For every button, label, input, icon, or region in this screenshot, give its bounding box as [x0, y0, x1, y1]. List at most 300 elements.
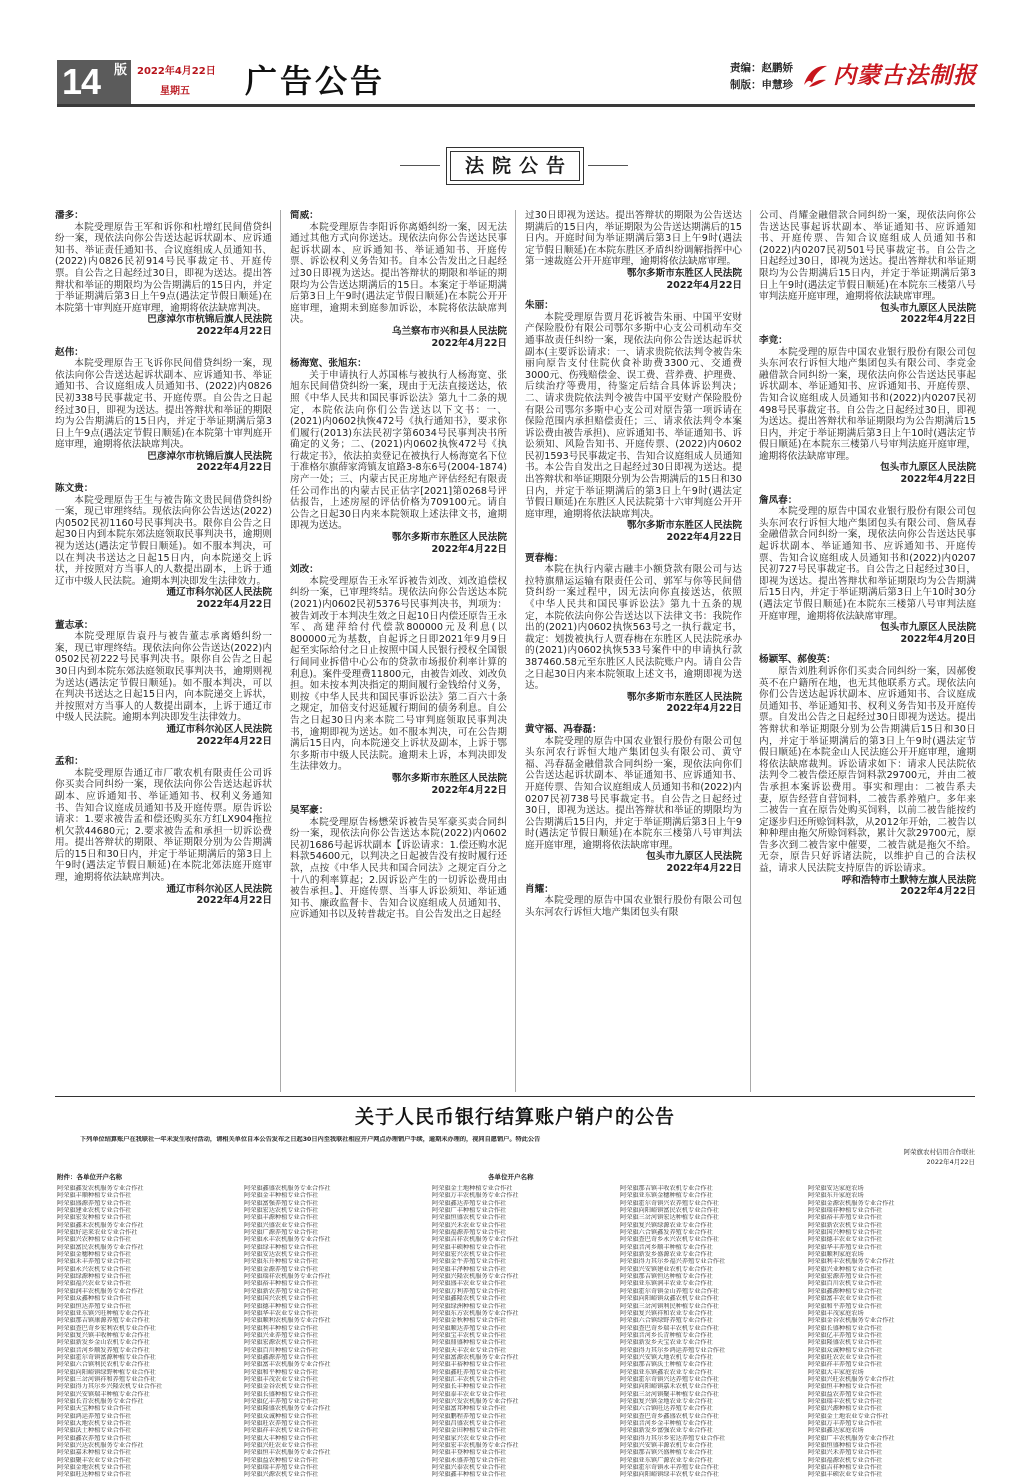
account-name: 阿荣旗国兴农机专业合作社 [244, 1295, 319, 1303]
account-name: 阿荣旗鑫盛农机服务专业合作社 [244, 1185, 331, 1192]
account-name: 阿荣旗查巴奇乡鑫盛农机专业合作社 [620, 1412, 719, 1420]
notice-addressee: 孟和： [55, 756, 84, 768]
issue-date: 2022年4月22日 [137, 66, 216, 77]
account-name: 阿荣旗亚东镇广源农业专业合作社 [620, 1456, 713, 1464]
editor-credit: 责编：赵鹏娇 [730, 62, 793, 74]
account-name: 阿荣旗富丰农机服务专业合作社 [244, 1361, 331, 1369]
account-name: 阿荣旗百川种植专业合作社 [244, 1346, 319, 1354]
attachment-label: 附件：各单位开户名称 [57, 1173, 122, 1181]
page-number: 14 [62, 61, 101, 102]
account-name: 阿荣旗兴业养殖专业合作社 [244, 1331, 319, 1339]
account-name: 阿荣旗盛丰农业专业合作社 [432, 1280, 507, 1288]
account-name: 阿荣旗霍尔奇镇永丰养殖专业合作社 [620, 1464, 719, 1472]
section-title: 广告公告 [245, 62, 386, 100]
account-name: 阿荣旗众诚种植专业合作社 [808, 1346, 883, 1354]
account-name: 阿荣旗查巴奇乡瑞丰农机专业合作社 [620, 1324, 719, 1332]
account-name: 阿荣旗广源养殖专业合作社 [244, 1229, 319, 1237]
account-name: 阿荣旗大丰种植专业合作社 [244, 1434, 319, 1442]
account-name: 阿荣旗音河乡长青种植专业合作社 [620, 1331, 713, 1339]
account-name: 阿荣旗三岔河镇聚丰种植专业合作社 [620, 1390, 719, 1398]
account-name: 阿荣旗兴安镇大地农机专业合作社 [620, 1353, 713, 1361]
account-name: 阿荣旗兴源种植专业合作社 [808, 1405, 883, 1413]
account-name: 阿荣旗丰硕农业专业合作社 [808, 1471, 883, 1479]
account-name: 阿荣旗汇丰农机专业合作社 [432, 1375, 507, 1383]
account-name: 阿荣旗那吉镇兴盛种植专业合作社 [620, 1449, 713, 1457]
account-name: 阿荣旗福源养殖专业合作社 [432, 1229, 507, 1237]
account-name: 阿荣旗兴源农机专业合作社 [244, 1471, 319, 1479]
court-notice [525, 553, 742, 715]
notice-court: 鄂尔多斯市东胜区人民法院 [391, 532, 507, 544]
account-name: 阿荣旗向阳峪镇嘉禾农机专业合作社 [620, 1383, 719, 1391]
bank-notice-date: 2022年4月22日 [926, 1158, 975, 1166]
account-name: 阿荣旗大丰家庭农场 [808, 1368, 864, 1376]
account-name: 阿荣旗六合镇鑫发养殖专业合作社 [620, 1229, 713, 1237]
notice-court: 通辽市科尔沁区人民法院 [166, 587, 272, 599]
account-name: 阿荣旗金穗种植专业合作社 [57, 1251, 132, 1259]
notice-date: 2022年4月22日 [900, 474, 976, 486]
account-name: 阿荣旗兴安镇瑞丰种植专业合作社 [57, 1390, 150, 1398]
account-name: 阿荣旗新发乡金山农机专业合作社 [57, 1339, 150, 1347]
account-name: 阿荣旗安达家庭农场 [808, 1185, 864, 1192]
notice-column-2 [290, 210, 507, 1092]
account-name: 阿荣旗兴旺农业专业合作社 [244, 1442, 319, 1450]
notice-body: 本院在执行内蒙古融丰小额贷款有限公司与达拉特旗鼎运运输有限责任公司、郭军与你等民间借贷纠纷一案过程中，因无法向你直接送达，依照《中华人民共和国民事诉讼法》第九十五条的规定，本院依法向你公告送达以下法律文书：我院作出的(2021)内0602执恢563号之一执行裁定书，裁定：划拨被执行人贾春梅在东胜区人民法院承办的(2021)内0602执恢533号案件中的申请执行款387460.58元至东胜区人民法院账户内。请自公告之日起30日内来本院领取上述文书，逾期即视为送达。 [525, 564, 742, 692]
notice-court: 乌兰察布市兴和县人民法院 [391, 325, 507, 337]
account-name: 阿荣旗恒盛种植专业合作社 [808, 1442, 883, 1450]
notice-body: 本院受理的原告中国农业银行股份有限公司包头东河农行诉恒大地产集团包头有限公司、黄守福、冯春磊金融借款合同纠纷一案，现依法向你们公告送达起诉状副本、举证通知书、应诉通知书、开庭传票、告知合议庭组成人员通知书和(2022)内0207民初738号民事裁定书。自公告之日起经过30日，即视为送达。提出答辩状和举证的期限均为公告期满后15日内，并定于举证期满后第3日上午9时(遇法定节假日顺延)在本院东三楼第八号审判法庭开庭审理，逾期将依法缺席审理。 [525, 735, 742, 851]
account-name: 阿荣旗查巴奇乡宏利农机专业合作社 [57, 1324, 156, 1332]
notice-addressee: 董志承： [55, 619, 94, 631]
account-name: 阿荣旗兴禾农业专业合作社 [432, 1221, 507, 1229]
notice-body: 本院受理原告王军和诉你和杜增红民间借贷纠纷一案，现依法向你公告送达起诉状副本、应诉通知书、举证责任通知书、合议庭组成人员通知书、(2022)内0826民初914号民事裁定书、开庭传票。自公告之日起经过30日，即视为送达。提出答辩状和举证的期限均为公告期满后的15日内，并定于举证期满后第3日上午9点(遇法定节假日顺延)在本院第十审判庭开庭审理，逾期将依法缺席判决。 [55, 221, 272, 314]
newspaper-name: 内蒙古法制报 [833, 62, 977, 89]
account-name: 阿荣旗新农养殖专业合作社 [244, 1287, 319, 1295]
notice-body: 过30日即视为送达。提出答辩状的期限为公告送达期满后的15日内，举证期限为公告送达期满后的15日内。开庭时间为举证期满后第3日上午9时(遇法定节假日顺延)在本院东胜区矛盾纠纷调解指挥中心第一速裁庭公开开庭审理，逾期将依法缺席审理。 [525, 210, 742, 268]
account-name: 阿荣旗鑫达家庭农场 [808, 1427, 864, 1435]
account-name: 阿荣旗丰顺种植专业合作社 [57, 1192, 132, 1200]
account-name: 阿荣旗查巴奇乡永兴农机专业合作社 [620, 1236, 719, 1244]
account-name: 阿荣旗恒盛农机专业合作社 [432, 1214, 507, 1222]
notice-court: 通辽市科尔沁区人民法院 [166, 883, 272, 895]
account-name: 阿荣旗顺利农机服务专业合作社 [244, 1317, 331, 1325]
account-name: 阿荣旗兴发农机服务专业合作社 [432, 1397, 519, 1405]
notice-date: 2022年4月22日 [666, 532, 742, 544]
account-name: 阿荣旗六合镇旺达养殖专业合作社 [620, 1405, 713, 1413]
column-divider [280, 210, 281, 1092]
notice-court: 包头市九原区人民法院 [880, 462, 976, 474]
account-list-heading: 各单位开户名称 [488, 1173, 534, 1181]
account-name: 阿荣旗盛源养殖专业合作社 [57, 1199, 132, 1207]
notice-body: 本院受理原告通辽市厂歌农机有限责任公司诉你买卖合同纠纷一案，现依法向你公告送达起诉状副本、应诉通知书、举证通知书、权利义务通知书、告知合议庭成员通知书及开庭传票。原告诉讼请求：1.要求被告孟和偿还购买东方红LX904拖拉机欠款44680元；2.要求被告孟和承担一切诉讼费用。提出答辩状的期限、举证期限分别为公告期满后的15日和30日内，并定于举证期满后的第3日上午9时(遇法定节假日顺延)在本院北郊法庭开庭审理，逾期将依法缺席判决。 [55, 767, 272, 884]
newspaper-emblem-icon [800, 61, 830, 91]
account-name: 阿荣旗向阳峪镇绿野种植专业合作社 [57, 1368, 156, 1376]
account-name: 阿荣旗沃土种植专业合作社 [57, 1427, 132, 1435]
account-name: 阿荣旗丰源种植专业合作社 [244, 1214, 319, 1222]
account-name: 阿荣旗三岔河镇利民种植专业合作社 [620, 1302, 719, 1310]
account-list-column-4 [620, 1185, 798, 1481]
notice-body: 本院受理原告王飞诉你民间借贷纠纷一案，现依法向你公告送达起诉状副本、应诉通知书、举证通知书、合议庭组成人员通知书、(2022)内0826民初338号民事裁定书、开庭传票。自公告之日起经过30日，即视为送达。提出答辩状和举证的期限均为公告期满后的15日内，并定于举证期满后第3日上午9点(遇法定节假日顺延)在本院第十审判庭开庭审理，逾期将依法缺席判决。 [55, 358, 272, 451]
notice-court: 包头市九原区人民法院 [880, 302, 976, 314]
notice-addressee: 贾春梅： [525, 552, 564, 564]
page-number-badge [57, 60, 131, 104]
notice-column-3 [525, 210, 742, 1092]
notice-addressee: 简威： [290, 210, 319, 221]
account-name: 阿荣旗万利养殖专业合作社 [432, 1287, 507, 1295]
notice-addressee: 杨海宽、张旭东： [290, 358, 367, 370]
account-name: 阿荣旗丰登种植专业合作社 [432, 1449, 507, 1457]
notice-court: 鄂尔多斯市东胜区人民法院 [391, 772, 507, 784]
account-name: 阿荣旗鸿运养殖专业合作社 [57, 1412, 132, 1420]
account-name: 阿荣旗霍尔奇镇兴达养殖专业合作社 [620, 1375, 719, 1383]
account-name: 阿荣旗嘉禾种植专业合作社 [57, 1449, 132, 1457]
account-list-column-3 [432, 1185, 610, 1481]
account-name: 阿荣旗新农农机专业合作社 [808, 1221, 883, 1229]
account-name: 阿荣旗向阳峪镇绿丰农机专业合作社 [620, 1471, 719, 1479]
account-name: 阿荣旗旺农农业专业合作社 [808, 1353, 883, 1361]
notice-column-4 [759, 210, 976, 1092]
title-ornament-right [588, 165, 628, 166]
account-name: 阿荣旗和平种植专业合作社 [244, 1368, 319, 1376]
account-name: 阿荣旗六合镇绿野养殖专业合作社 [620, 1317, 713, 1325]
account-name: 阿荣旗亚东镇兴旺种植专业合作社 [57, 1309, 150, 1317]
account-name: 阿荣旗霍尔奇镇兴农养殖专业合作社 [620, 1199, 719, 1207]
bank-notice-title: 关于人民币银行结算账户销户的公告 [354, 1106, 675, 1128]
bank-notice-issuer: 阿荣旗农村信用合作联社 [903, 1148, 975, 1156]
account-name: 阿荣旗音河乡顺发养殖专业合作社 [57, 1346, 150, 1354]
column-divider [515, 210, 516, 1092]
notice-addressee: 刘改： [290, 564, 319, 576]
notice-date: 2022年4月22日 [431, 784, 507, 796]
account-name: 阿荣旗宏源农机专业合作社 [244, 1339, 319, 1347]
account-name: 阿荣旗音河乡金丰种植专业合作社 [620, 1420, 713, 1427]
account-name: 阿荣旗鑫达养殖专业合作社 [432, 1199, 507, 1207]
account-name: 阿荣旗顺达养殖专业合作社 [432, 1324, 507, 1332]
account-name: 阿荣旗恒丰种植专业合作社 [808, 1383, 883, 1391]
account-name: 阿荣旗隆盛农机专业合作社 [808, 1339, 883, 1347]
account-name: 阿荣旗鑫禾农机服务专业合作社 [57, 1221, 144, 1229]
account-name: 阿荣旗金牛养殖专业合作社 [432, 1258, 507, 1266]
account-name: 阿荣旗金谷农机服务专业合作社 [808, 1317, 895, 1325]
account-name: 阿荣旗众鑫种植专业合作社 [57, 1295, 132, 1303]
notice-court: 呼和浩特市土默特左旗人民法院 [841, 874, 976, 886]
account-name: 阿荣旗大地农机专业合作社 [57, 1420, 132, 1427]
account-name: 阿荣旗利丰种植专业合作社 [244, 1324, 319, 1332]
court-notice [759, 210, 976, 326]
account-name: 阿荣旗兴盛农业专业合作社 [244, 1221, 319, 1229]
bank-notice-intro: 下列单位结算账户在我联社一年未发生收付活动，请相关单位自本公告发布之日起30日内至我联社相应开户网点办理销户手续，逾期未办理的，视同自愿销户。特此公告 [80, 1136, 541, 1143]
account-name: 阿荣旗东方农机服务专业合作社 [432, 1309, 519, 1317]
notice-date: 2022年4月22日 [196, 462, 272, 474]
account-name: 阿荣旗瑞丰养殖专业合作社 [244, 1464, 319, 1472]
court-notice [290, 564, 507, 796]
account-name: 阿荣旗得力其尔乡福兴养殖专业合作社 [620, 1258, 726, 1266]
account-name: 阿荣旗益农养殖专业合作社 [808, 1390, 883, 1398]
notice-body: 原告刘胜利诉你们买卖合同纠纷一案，因郝俊英不在户籍所在地，也无其他联系方式。现依法向你们公告送达起诉状副本、应诉通知书、合议庭成员通知书、举证通知书、权利义务告知书及开庭传票。自发出公告之日起经过30日即视为送达。提出答辩状和举证期限分别为公告期满后15日和30日内，并定于举证期满后的第3日上午9时(遇法定节假日顺延)在本院金山人民法庭公开开庭审理，逾期将依法缺席裁判。诉讼请求如下：请求人民法院依法判令二被告偿还原告饲料款29700元，并由二被告承担本案诉讼费用。事实和理由：二被告系夫妻，原告经营自营饲料，二被告系养殖户。多年来二被告一直在原告处购买饲料，以前二被告能按约定逐步归还所赊饲料款，从2012年开始，二被告以种种理由拖欠所赊饲料款，累计欠款29700元，原告多次到二被告家中催要，二被告就是拖欠不给。无奈，原告只好诉诸法院，以维护自己的合法权益，请求人民法院支持原告的诉讼请求。 [759, 665, 976, 875]
notice-date: 2022年4月22日 [196, 735, 272, 747]
notice-addressee: 赵伟： [55, 346, 84, 358]
notice-addressee: 詹凤春： [759, 494, 798, 506]
notice-addressee: 朱丽： [525, 300, 554, 312]
account-name: 阿荣旗富强养殖专业合作社 [244, 1199, 319, 1207]
account-name: 阿荣旗金土地农业专业合作社 [808, 1412, 889, 1420]
notice-court: 巴彦淖尔市杭锦后旗人民法院 [147, 450, 272, 462]
court-notice [525, 884, 742, 919]
notice-addressee: 杨颖军、郝俊英： [759, 654, 836, 666]
account-name: 阿荣旗鑫隆农机专业合作社 [432, 1295, 507, 1303]
account-name: 阿荣旗东升种植专业合作社 [244, 1258, 319, 1266]
account-name: 阿荣旗兴农种植专业合作社 [57, 1236, 132, 1244]
account-name: 阿荣旗那吉镇恒达种植专业合作社 [620, 1273, 713, 1281]
account-name: 阿荣旗那吉镇沃土种植专业合作社 [620, 1361, 713, 1369]
account-name: 阿荣旗华丰养殖专业合作社 [808, 1243, 883, 1251]
notice-body: 本院受理原告李阳诉你离婚纠纷一案，因无法通过其他方式向你送达。现依法向你公告送达民事起诉状副本、应诉通知书、举证通知书、开庭传票、诉讼权利义务告知书。自本公告发出之日起经过30日即视为送达。提出答辩状的期限和举证的期限均为公告送达期满后的15日。本案定于举证期满后第3日上午9时(遇法定节假日顺延)在本院公开开庭审理，逾期未到庭参加诉讼，本院将依法缺席判决。 [290, 221, 507, 326]
notice-date: 2022年4月22日 [196, 895, 272, 907]
account-name: 阿荣旗宏发种植专业合作社 [57, 1214, 132, 1222]
account-name: 阿荣旗国兴种植专业合作社 [808, 1229, 883, 1237]
account-name: 阿荣旗万丰农机服务专业合作社 [432, 1192, 519, 1200]
account-name: 阿荣旗鼎盛种植专业合作社 [432, 1339, 507, 1347]
account-name: 阿荣旗三岔河镇祥和养殖专业合作社 [57, 1375, 156, 1383]
account-name: 阿荣旗旺达种植专业合作社 [57, 1471, 132, 1479]
notice-body: 本院受理原告王永军诉被告刘改、刘改追偿权纠纷一案，已审理终结。现依法向你公告送达本院(2021)内0602民初5376号民事判决书，判项为：被告刘改于本判决生效之日起10日内偿还原告王永军、高建萍给付代偿款800000元及利息(以800000元为基数，自起诉之日即2021年9月9日起至实际给付之日止按照中国人民银行授权全国银行间同业拆借中心公布的贷款市场报价利率计算的利息)。案件受理费11800元，由被告刘改、刘改负担。如未按本判决指定的期间履行金钱给付义务，则按《中华人民共和国民事诉讼法》第二百六十条之规定，加倍支付迟延履行期间的债务利息。自公告之日起30日内来本院二号审判庭领取民事判决书，逾期即视为送达。如不服本判决，可在公告期满后15日内，向本院递交上诉状及副本，上诉于鄂尔多斯市中级人民法院。逾期未上诉，本判决即发生法律效力。 [290, 575, 507, 773]
account-name: 阿荣旗亚东镇润丰农业专业合作社 [620, 1280, 713, 1288]
account-name: 阿荣旗鑫源种植专业合作社 [808, 1287, 883, 1295]
account-name: 阿荣旗兴禾养殖专业合作社 [808, 1449, 883, 1457]
account-name: 阿荣旗金谷农机专业合作社 [244, 1383, 319, 1391]
notice-court: 包头市九原区人民法院 [880, 622, 976, 634]
account-name: 阿荣旗兴达农机服务专业合作社 [57, 1442, 144, 1450]
account-name: 阿荣旗长丰种植专业合作社 [432, 1383, 507, 1391]
account-name: 阿荣旗复兴镇绿源农业专业合作社 [620, 1221, 713, 1229]
account-name: 阿荣旗祥丰农机专业合作社 [244, 1427, 319, 1435]
account-name: 阿荣旗鑫旺养殖专业合作社 [432, 1368, 507, 1376]
account-name: 阿荣旗万丰养殖专业合作社 [808, 1420, 883, 1427]
account-name: 阿荣旗德丰种植专业合作社 [244, 1302, 319, 1310]
account-name: 阿荣旗音河乡顺丰种植专业合作社 [620, 1243, 713, 1251]
account-name: 阿荣旗长盛种植专业合作社 [808, 1324, 883, 1332]
court-notice-title: 法院公告 [464, 155, 573, 177]
account-name: 阿荣旗新发乡天宝农业专业合作社 [620, 1339, 713, 1347]
notice-court: 巴彦淖尔市杭锦后旗人民法院 [147, 314, 272, 326]
account-name: 阿荣旗百川农机专业合作社 [808, 1280, 883, 1288]
court-notice-title-box [446, 147, 584, 185]
court-notice [290, 805, 507, 921]
account-name: 阿荣旗和平养殖专业合作社 [808, 1302, 883, 1310]
account-name: 阿荣旗鹏程养殖专业合作社 [432, 1412, 507, 1420]
account-name: 阿荣旗丰裕种植专业合作社 [432, 1361, 507, 1369]
court-notice [525, 724, 742, 875]
account-name: 阿荣旗顺利家庭农场 [808, 1251, 864, 1259]
account-name: 阿荣旗宏兴农机专业合作社 [432, 1251, 507, 1259]
account-name: 阿荣旗富丰农业专业合作社 [808, 1295, 883, 1303]
notice-court: 鄂尔多斯市东胜区人民法院 [626, 267, 742, 279]
account-name: 阿荣旗恒达养殖专业合作社 [57, 1302, 132, 1310]
account-name: 阿荣旗富民农机服务专业合作社 [57, 1243, 144, 1251]
notice-date: 2022年4月22日 [431, 543, 507, 555]
account-name: 阿荣旗裕丰养殖专业合作社 [808, 1214, 883, 1222]
account-name: 阿荣旗益农种植专业合作社 [244, 1456, 319, 1464]
account-name: 阿荣旗丰硕种植专业合作社 [432, 1243, 507, 1251]
account-name: 阿荣旗复兴镇丰收种植专业合作社 [57, 1331, 150, 1339]
account-name: 阿荣旗禾丰养殖专业合作社 [57, 1258, 132, 1266]
notice-body: 本院受理原告杨懋荣诉被告吴军豪买卖合同纠纷一案，现依法向你公告送达本院(2022)内0602民初1686号起诉状副本【诉讼请求：1.偿还购水泥料款54600元，以判决之日起被告没有按时履行还款，点按《中华人民共和国合同法》之规定百分之十八的利率算起；2.因诉讼产生的一切诉讼费用由被告承担。】、开庭传票、当事人诉讼须知、举证通知书、廉政监督卡、告知合议庭组成人员通知书、应诉通知书以及转普裁定书。自公告发出之日起经 [290, 816, 507, 921]
account-name: 阿荣旗裕丰种植专业合作社 [244, 1280, 319, 1288]
notice-court: 鄂尔多斯市东胜区人民法院 [626, 691, 742, 703]
account-name: 阿荣旗宏丰农机服务专业合作社 [432, 1442, 519, 1450]
newspaper-logo [800, 58, 977, 94]
notice-body: 公司、肖耀金融借款合同纠纷一案，现依法向你公告送达民事起诉状副本、举证通知书、应诉通知书、开庭传票、告知合议庭组成人员通知书和(2022)内0207民初501号民事裁定书。自公告之日起经过30日，即视为送达。提出答辩状和举证期限均为公告期满后15日内，并定于举证期满后第3日上午9时(遇法定节假日顺延)在本院东三楼第八号审判法庭开庭审理，逾期将依法缺席审理。 [759, 210, 976, 303]
account-name: 阿荣旗新发乡盛源农业专业合作社 [620, 1251, 713, 1259]
account-name: 阿荣旗亿丰养殖专业合作社 [244, 1397, 319, 1405]
notice-date: 2022年4月22日 [900, 314, 976, 326]
account-name: 阿荣旗宝丰农机专业合作社 [432, 1331, 507, 1339]
court-notice [525, 210, 742, 291]
account-name: 阿荣旗新发乡富强农业专业合作社 [620, 1427, 713, 1435]
notice-date: 2022年4月22日 [666, 863, 742, 875]
account-name: 阿荣旗建业农机专业合作社 [57, 1207, 132, 1215]
account-name: 阿荣旗华丰农业专业合作社 [244, 1309, 319, 1317]
account-name: 阿荣旗那吉镇丰收农机专业合作社 [620, 1185, 713, 1192]
account-name: 阿荣旗长盛种植专业合作社 [244, 1390, 319, 1398]
account-name: 阿荣旗宏源养殖专业合作社 [808, 1273, 883, 1281]
notice-body: 关于申请执行人苏国栋与被执行人杨海宽、张旭东民间借贷纠纷一案，现由于无法直接送达，依照《中华人民共和国民事诉讼法》第九十二条的规定，本院依法向你们公告送达以下文书：一、(2021)内0602执恢472号《执行通知书》，要求你们履行(2013)东法民初字第6034号民事判决书所确定的义务；二、(2021)内0602执恢472号《执行裁定书》，依法拍卖登记在被执行人杨海宽名下位于准格尔旗薛家湾镇友谊路3-8东6号(2004-1874)房产一处；三、内蒙古民正房地产评估经纪有限责任公司作出的内蒙古民正估字[2021]第0268号评估报告，上述房屋的评估价格为709100元。请自公告之日起30日内来本院领取上述法律文书，逾期即视为送达。 [290, 369, 507, 532]
account-name: 阿荣旗复兴镇金地农业专业合作社 [620, 1397, 713, 1405]
account-name: 阿荣旗众诚种植专业合作社 [244, 1412, 319, 1420]
court-notice [55, 210, 272, 338]
account-name: 阿荣旗恒丰农机服务专业合作社 [244, 1449, 331, 1457]
column-divider [750, 210, 751, 1092]
account-name: 阿荣旗昌盛农机专业合作社 [432, 1420, 507, 1427]
account-name: 阿荣旗瑞祥农机服务专业合作社 [244, 1273, 331, 1281]
account-name: 阿荣旗天宝种植专业合作社 [57, 1405, 132, 1413]
account-name: 阿荣旗永兴农机专业合作社 [57, 1265, 132, 1273]
notice-body: 本院受理的原告中国农业银行股份有限公司包头东河农行诉恒大地产集团包头有限公司、李竞金融借款合同纠纷一案，现依法向你公告送达民事起诉状副本、举证通知书、应诉通知书、开庭传票、告知合议庭组成人员通知书和(2022)内0207民初498号民事裁定书。自公告之日起经过30日，即视为送达。提出答辩状和举证期限均为公告期满后15日内，并定于举证期满后第3日上午10时(遇法定节假日顺延)在本院东三楼第八号审判法庭开庭审理，逾期将依法缺席审理。 [759, 346, 976, 462]
notice-addressee: 潘多： [55, 210, 84, 221]
notice-date: 2022年4月20日 [900, 633, 976, 645]
account-name: 阿荣旗鑫丰种植专业合作社 [432, 1471, 507, 1479]
account-name: 阿荣旗亚东镇金穗种植专业合作社 [620, 1192, 713, 1200]
account-name: 阿荣旗亿丰养殖专业合作社 [808, 1331, 883, 1339]
notice-addressee: 李竞： [759, 334, 788, 346]
notice-court: 包头市九原区人民法院 [646, 851, 742, 863]
court-notice-title-frame [450, 151, 580, 181]
account-name: 阿荣旗金源农机服务专业合作社 [808, 1199, 895, 1207]
account-name: 阿荣旗安达农机专业合作社 [244, 1251, 319, 1259]
account-name: 阿荣旗福源农机专业合作社 [808, 1456, 883, 1464]
account-name: 阿荣旗兴安镇建业农机专业合作社 [620, 1265, 713, 1273]
notice-addressee: 黄守福、冯春磊： [525, 723, 602, 735]
account-name: 阿荣旗广丰农机服务专业合作社 [808, 1434, 895, 1442]
account-name: 阿荣旗兴泰农机专业合作社 [432, 1464, 507, 1472]
account-list-column-1 [57, 1185, 235, 1481]
account-name: 阿荣旗六合镇利民农机专业合作社 [57, 1361, 150, 1369]
notice-addressee: 吴军豪： [290, 805, 329, 817]
notice-body: 本院受理的原告中国农业银行股份有限公司包头东河农行诉恒大地产集团包头有限公司、詹凤春金融借款合同纠纷一案，现依法向你公告送达民事起诉状副本、举证通知书、应诉通知书、开庭传票、告知合议庭组成人员通知书和(2022)内0207民初727号民事裁定书。自公告之日起经过30日，即视为送达。提出答辩状和举证期限均为公告期满后15日内，并定于举证期满后第3日上午10时30分(遇法定节假日顺延)在本院东三楼第八号审判法庭开庭审理，逾期将依法缺席审理。 [759, 506, 976, 622]
account-name: 阿荣旗向阳峪镇众鑫农机专业合作社 [620, 1295, 719, 1303]
account-name: 阿荣旗广丰种植专业合作社 [432, 1207, 507, 1215]
notice-court: 通辽市科尔沁区人民法院 [166, 723, 272, 735]
court-notice [55, 347, 272, 475]
account-name: 阿荣旗得力其尔乡兴隆农机专业合作社 [57, 1383, 163, 1391]
account-name: 阿荣旗家兴农业专业合作社 [432, 1434, 507, 1442]
notice-date: 2022年4月22日 [900, 886, 976, 898]
account-list-column-5 [808, 1185, 986, 1481]
notice-date: 2022年4月22日 [196, 325, 272, 337]
notice-date: 2022年4月22日 [196, 599, 272, 610]
notice-addressee: 肖耀： [525, 883, 554, 895]
court-notice [759, 495, 976, 646]
account-name: 阿荣旗永丰农机服务专业合作社 [244, 1236, 331, 1244]
notice-body: 本院受理原告袁丹与被告董志承离婚纠纷一案，现已审理终结。现依法向你公告送达(2022)内0502民初222号民事判决书。限你自公告之日起30日内到本院东郊法庭领取民事判决书，逾期则视为送达(遇法定节假日顺延)。如不服本判决，可以在判决书送达之日起15日内，向本院递交上诉状，并按照对方当事人的人数提出副本，上诉于通辽市中级人民法院。逾期本判决即发生法律效力。 [55, 631, 272, 724]
account-name: 阿荣旗向阳峪镇富民农机专业合作社 [620, 1207, 719, 1215]
court-notice [290, 358, 507, 555]
account-name: 阿荣旗金地农机专业合作社 [57, 1464, 132, 1472]
account-name: 阿荣旗永盛养殖专业合作社 [432, 1456, 507, 1464]
account-name: 阿荣旗丰茂家庭农场 [808, 1309, 864, 1317]
court-notice [55, 483, 272, 611]
notice-body: 本院受理原告王生与被告陈文贵民间借贷纠纷一案，现已审理终结。现依法向你公告送达(2022)内0502民初1160号民事判决书。限你自公告之日起30日内到本院东郊法庭领取民事判决书，逾期则视为送达(遇法定节假日顺延)。如不服本判决，可以在判决书送达之日起15日内，向本院递交上诉状，并按照对方当事人的人数提出副本，上诉于通辽市中级人民法院。逾期本判决即发生法律效力。 [55, 494, 272, 587]
court-notice [759, 335, 976, 486]
account-name: 阿荣旗绿洲种植专业合作社 [432, 1302, 507, 1310]
account-name: 阿荣旗兴业种植专业合作社 [808, 1265, 883, 1273]
notice-body: 本院受理的原告中国农业银行股份有限公司包头东河农行诉恒大地产集团包头有限 [525, 895, 742, 918]
account-name: 阿荣旗祥丰养殖专业合作社 [808, 1361, 883, 1369]
account-name: 阿荣旗金源养殖专业合作社 [244, 1265, 319, 1273]
notice-date: 2022年4月22日 [431, 337, 507, 349]
account-name: 阿荣旗金土地种植专业合作社 [432, 1185, 513, 1192]
notice-date: 2022年4月22日 [666, 703, 742, 715]
notice-court: 鄂尔多斯市东胜区人民法院 [626, 520, 742, 532]
account-name: 阿荣旗利丰农机服务专业合作社 [808, 1258, 895, 1266]
account-name: 阿荣旗霍尔奇镇金山养殖专业合作社 [620, 1287, 719, 1295]
page-unit: 版 [113, 63, 127, 78]
account-name: 阿荣旗丰茂农业专业合作社 [244, 1375, 319, 1383]
header-rule [57, 104, 975, 107]
account-name: 阿荣旗隆盛农机服务专业合作社 [244, 1405, 331, 1413]
court-notice [290, 210, 507, 349]
account-name: 阿荣旗德丰农业专业合作社 [808, 1236, 883, 1244]
account-name: 阿荣旗兴隆农机服务专业合作社 [432, 1273, 519, 1281]
account-name: 阿荣旗福兴农业专业合作社 [57, 1280, 132, 1288]
account-name: 阿荣旗得力其尔乡宏达养殖专业合作社 [620, 1434, 726, 1442]
account-name: 阿荣旗宏达农机专业合作社 [244, 1207, 319, 1215]
account-name: 阿荣旗吉祥种植专业合作社 [808, 1464, 883, 1472]
account-name: 阿荣旗润丰农机服务专业合作社 [57, 1287, 144, 1295]
account-name: 阿荣旗霍尔奇镇富源种植专业合作社 [57, 1353, 156, 1361]
account-name: 阿荣旗旺农养殖专业合作社 [244, 1420, 319, 1427]
account-name: 阿荣旗天丰农业专业合作社 [432, 1346, 507, 1354]
notice-body: 本院受理原告贾月花诉被告朱丽、中国平安财产保险股份有限公司鄂尔多斯中心支公司机动车交通事故责任纠纷一案，现依法向你公告送达起诉状副本(主要诉讼请求：一、请求贵院依法判令被告朱丽向原告支付住院伙食补助费3300元、交通费3000元、伤残赔偿金、误工费、营养费、护理费、后续治疗等费用，待鉴定后结合具体诉讼判决；二、请求贵院依法判令被告中国平安财产保险股份有限公司鄂尔多斯中心支公司对原告第一项诉请在保险范围内承担赔偿责任；三、请求依法判令本案诉讼费由被告承担)、应诉通知书、举证通知书、诉讼须知、风险告知书、开庭传票、(2022)内0602民初1593号民事裁定书、告知合议庭组成人员通知书。本公告自发出之日起经过30日即视为送达。提出答辩状和举证期限分别为公告期满后的15日和30日内，并定于举证期满后的第3日上午9时(遇法定节假日顺延)在东胜区人民法院第十六审判庭公开开庭审理，逾期将依法缺席判决。 [525, 311, 742, 520]
account-name: 阿荣旗富源农机服务专业合作社 [432, 1353, 519, 1361]
account-name: 阿荣旗兴安镇丰源农机专业合作社 [620, 1442, 713, 1450]
account-name: 阿荣旗三岔河镇宏达种植专业合作社 [620, 1214, 719, 1222]
court-notice [55, 756, 272, 907]
account-name: 阿荣旗亚东镇鑫农农业专业合作社 [620, 1368, 713, 1376]
account-name: 阿荣旗绿源种植专业合作社 [57, 1273, 132, 1281]
court-notice [525, 300, 742, 543]
layout-credit: 制版：申慧珍 [730, 79, 793, 91]
notice-addressee: 陈文贵： [55, 483, 94, 495]
bank-notice-rule [55, 1096, 975, 1097]
account-name: 阿荣旗瑞丰农机专业合作社 [808, 1397, 883, 1405]
account-name: 阿荣旗鑫发农机服务专业合作社 [57, 1185, 144, 1192]
account-name: 阿荣旗富邦种植专业合作社 [432, 1405, 507, 1413]
account-name: 阿荣旗得力其尔乡鸿运养殖专业合作社 [620, 1346, 726, 1354]
account-name: 阿荣旗鑫源养殖专业合作社 [244, 1353, 319, 1361]
account-name: 阿荣旗金田种植专业合作社 [432, 1427, 507, 1435]
account-name: 阿荣旗好运来农业专业合作社 [57, 1229, 138, 1237]
issue-weekday: 星期五 [160, 86, 190, 97]
